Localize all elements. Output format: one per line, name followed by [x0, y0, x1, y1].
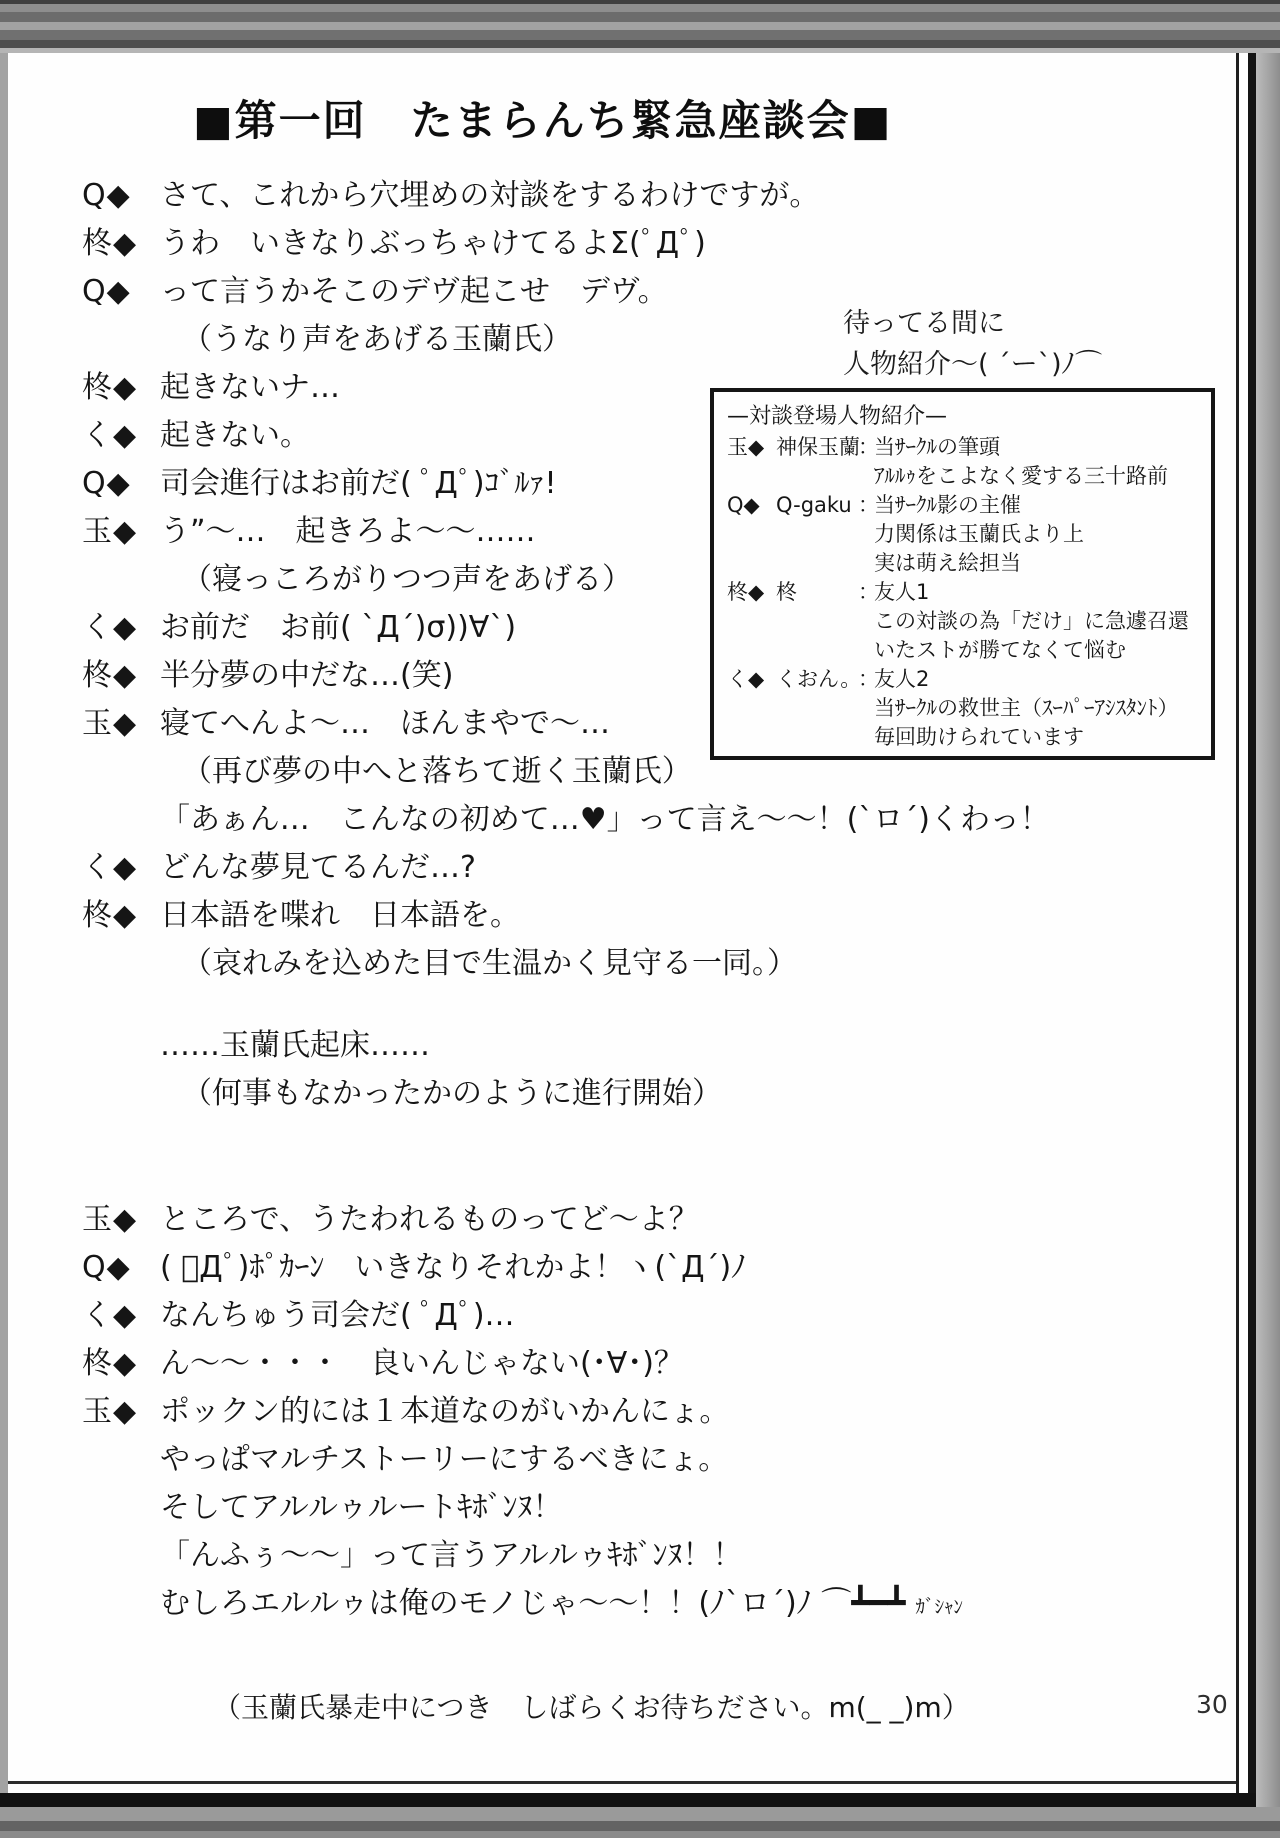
speaker-mark: 玉◆: [727, 435, 765, 459]
intro-entry: [727, 433, 1211, 491]
dialogue-line: [82, 220, 1050, 268]
dialogue-text: なんちゅう司会だ( ﾟДﾟ)…: [160, 1298, 515, 1333]
speaker-label: 柊◆: [82, 370, 138, 405]
page-number: 30: [1196, 1690, 1228, 1719]
character-name: 神保玉蘭: [776, 435, 860, 459]
description-line: この対談の為「だけ」に急遽召還: [874, 609, 1189, 633]
intro-entry: [727, 578, 1211, 665]
dialogue-line: [82, 1196, 963, 1244]
dialogue-text: ……玉蘭氏起床……: [160, 1028, 430, 1063]
speaker-label: 玉◆: [82, 1394, 138, 1429]
scan-edge-right: [1256, 53, 1280, 1838]
dialogue-line: [82, 892, 1050, 940]
dialogue-text: そしてアルルゥルートｷﾎﾞﾝﾇ！: [160, 1490, 563, 1525]
dialogue-line: [82, 172, 1050, 220]
intro-box-entries: [727, 433, 1211, 752]
dialogue-text: （寝っころがりつつ声をあげる）: [182, 562, 632, 597]
dialogue-line: [82, 1292, 963, 1340]
dialogue-line: [82, 844, 1050, 892]
dialogue-line: [82, 1340, 963, 1388]
aside-line-1: 待ってる間に: [843, 308, 1005, 339]
speaker-label: Q◆: [82, 1250, 131, 1285]
dialogue-text: 「あぁん… こんなの初めて…♥」って言え～～！(`ロ´)くわっ！: [160, 802, 1050, 837]
dialogue-text: （再び夢の中へと落ちて逝く玉蘭氏）: [182, 754, 692, 789]
speaker-label: 柊◆: [82, 1346, 138, 1381]
character-name: Q-gaku: [776, 493, 852, 517]
page-border-line-horizontal-thick: [0, 1793, 1256, 1807]
dialogue-text: う”～… 起きろよ～～……: [160, 514, 536, 549]
description-line: 当ｻｰｸﾙ影の主催: [874, 493, 1021, 517]
dialogue-text: 半分夢の中だな…(笑): [160, 658, 454, 693]
dialogue-line: [82, 1436, 963, 1484]
speaker-label: 玉◆: [82, 1202, 138, 1237]
dialogue-text: 起きないナ…: [160, 370, 340, 405]
aside-line-2: 人物紹介～( ´ー`)ﾉ⌒: [843, 349, 1103, 380]
speaker-label: く◆: [82, 610, 138, 645]
dialogue-text: お前だ お前( `Д´)σ))∀`): [160, 610, 517, 645]
description-line: 力関係は玉蘭氏より上: [874, 522, 1084, 546]
dialogue-line: [82, 1532, 963, 1580]
dialogue-text: 日本語を喋れ 日本語を。: [160, 898, 520, 933]
intro-box-title: —対談登場人物紹介—: [727, 404, 948, 429]
description-line: 実は萌え絵担当: [874, 551, 1021, 575]
dialogue-text: どんな夢見てるんだ…?: [160, 850, 476, 885]
colon-separator: ：: [858, 580, 879, 604]
speaker-mark: Q◆: [727, 493, 760, 517]
dialogue-line: [82, 940, 1050, 988]
description-line: 友人1: [874, 580, 930, 604]
dialogue-text: 「んふぅ～～」って言うアルルゥｷﾎﾞﾝﾇ！！: [160, 1538, 743, 1573]
character-name: くおん。: [776, 667, 862, 691]
description-line: 友人2: [874, 667, 930, 691]
speaker-mark: く◆: [727, 667, 765, 691]
dialogue-text: 寝てへんよ～… ほんまやで～…: [160, 706, 610, 741]
speaker-label: く◆: [82, 1298, 138, 1333]
speaker-label: く◆: [82, 418, 138, 453]
scan-edge-top: [0, 0, 1280, 54]
colon-separator: ：: [858, 493, 879, 517]
speaker-label: Q◆: [82, 466, 131, 501]
dialogue-section-2: [82, 1196, 963, 1628]
description-line: 当ｻｰｸﾙの救世主（ｽｰﾊﾟｰｱｼｽﾀﾝﾄ）: [874, 696, 1179, 720]
description-line: 当ｻｰｸﾙの筆頭: [874, 435, 1000, 459]
dialogue-text: むしろエルルゥは俺のモノじゃ～～！！(ﾉ`ロ´)ﾉ ⌒┻━┻: [160, 1586, 906, 1621]
speaker-label: Q◆: [82, 274, 131, 309]
character-name: 柊: [776, 580, 797, 604]
dialogue-line: [82, 1580, 963, 1628]
page-border-line-horizontal-thin: [8, 1781, 1236, 1784]
dialogue-line: [82, 1484, 963, 1532]
dialogue-text: って言うかそこのデヴ起こせ デヴ。: [160, 274, 668, 309]
character-description: [874, 433, 1168, 491]
page-border-line-vertical-thin: [1236, 53, 1239, 1798]
speaker-mark: 柊◆: [727, 580, 765, 604]
character-description: [874, 578, 1189, 665]
dialogue-line: [82, 1244, 963, 1292]
description-line: いたストが勝てなくて悩む: [874, 638, 1126, 662]
character-intro-box: [710, 388, 1215, 760]
speaker-label: 柊◆: [82, 226, 138, 261]
aside-note: [843, 303, 1102, 385]
dialogue-text: （哀れみを込めた目で生温かく見守る一同。）: [182, 946, 797, 981]
dialogue-text: ん～～・・・ 良いんじゃない(･∀･)？: [160, 1346, 684, 1381]
dialogue-text: うわ いきなりぶっちゃけてるよΣ(ﾟДﾟ): [160, 226, 706, 261]
dialogue-interlude: [82, 1022, 722, 1118]
intro-entry: [727, 665, 1211, 752]
character-description: [874, 665, 1179, 752]
dialogue-text: さて、これから穴埋めの対談をするわけですが。: [160, 178, 820, 213]
dialogue-line: [82, 796, 1050, 844]
sound-effect-label: ｶﾞｼｬﾝ: [915, 1596, 963, 1618]
description-line: 毎回助けられています: [874, 725, 1084, 749]
speaker-label: く◆: [82, 850, 138, 885]
dialogue-line: [82, 1022, 722, 1070]
dialogue-text: ところで、うたわれるものってど～よ？: [160, 1202, 699, 1237]
dialogue-text: やっぱマルチストーリーにするべきにょ。: [160, 1442, 729, 1477]
dialogue-line: [82, 1388, 963, 1436]
page-border-line-vertical-thick: [1248, 53, 1256, 1806]
speaker-label: 玉◆: [82, 706, 138, 741]
colon-separator: ：: [858, 435, 879, 459]
footer-note: （玉蘭氏暴走中につき しばらくお待ちださい。m(_ _)m）: [213, 1691, 970, 1724]
dialogue-text: （何事もなかったかのように進行開始）: [182, 1076, 722, 1111]
page-title: ■第一回 たまらんち緊急座談会■: [193, 96, 893, 145]
speaker-label: 玉◆: [82, 514, 138, 549]
speaker-label: Q◆: [82, 178, 131, 213]
dialogue-text: 司会進行はお前だ( ﾟДﾟ)ｺﾞﾙｧ!: [160, 466, 557, 501]
character-description: [874, 491, 1084, 578]
dialogue-text: 起きない。: [160, 418, 310, 453]
dialogue-text: ポックン的には１本道なのがいかんにょ。: [160, 1394, 730, 1429]
speaker-label: 柊◆: [82, 898, 138, 933]
speaker-label: 柊◆: [82, 658, 138, 693]
dialogue-text: ( ﾟДﾟ)ﾎﾟｶｰﾝ いきなりそれかよ！ヽ(`Д´)ﾉ: [160, 1250, 747, 1285]
colon-separator: ：: [858, 667, 879, 691]
scan-edge-left: [0, 53, 8, 1808]
description-line: ｱﾙﾙｩをこよなく愛する三十路前: [874, 464, 1168, 488]
scan-edge-bottom: [0, 1807, 1280, 1838]
intro-entry: [727, 491, 1211, 578]
dialogue-text: （うなり声をあげる玉蘭氏）: [182, 322, 572, 357]
dialogue-line: [82, 1070, 722, 1118]
